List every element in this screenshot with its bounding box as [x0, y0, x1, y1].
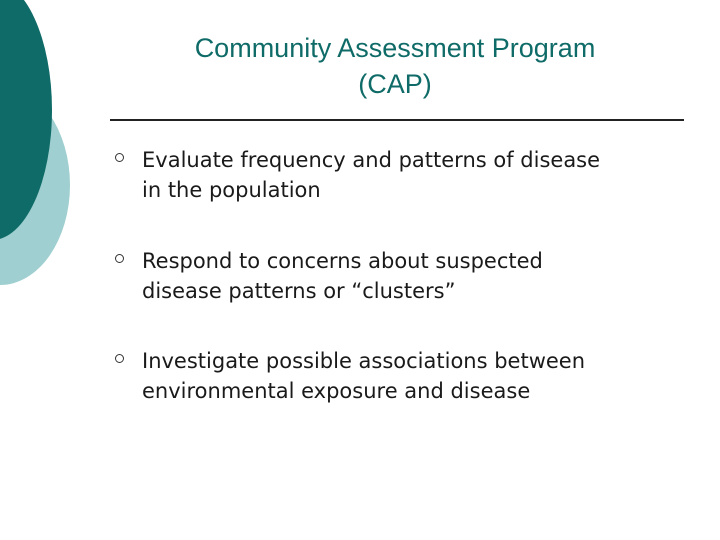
- slide-title-line1: Community Assessment Program: [194, 33, 596, 63]
- hollow-circle-icon: [115, 354, 124, 363]
- bullet-line: Respond to concerns about suspected: [142, 249, 543, 273]
- bullet-line: in the population: [142, 178, 321, 202]
- slide-title-line2: (CAP): [358, 69, 432, 99]
- bullet-text: [142, 346, 697, 406]
- hollow-circle-icon: [115, 153, 124, 162]
- slide-decoration: [0, 0, 110, 300]
- bullet-text: [142, 246, 697, 306]
- bullet-text: [142, 145, 697, 205]
- bullet-line: environmental exposure and disease: [142, 379, 531, 403]
- slide-title: [110, 30, 680, 102]
- bullet-line: Evaluate frequency and patterns of disease: [142, 148, 601, 172]
- bullet-line: Investigate possible associations between: [142, 349, 586, 373]
- title-divider: [110, 119, 684, 121]
- hollow-circle-icon: [115, 254, 124, 263]
- bullet-line: disease patterns or “clusters”: [142, 279, 456, 303]
